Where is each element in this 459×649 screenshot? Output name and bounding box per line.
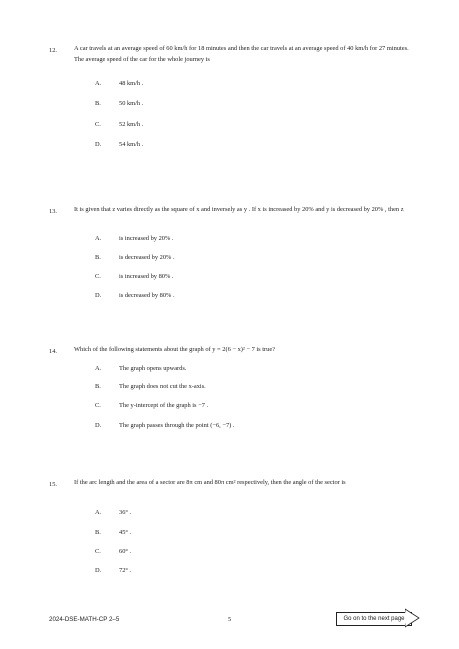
option-letter: B.	[95, 254, 101, 261]
option-letter: A.	[95, 80, 102, 87]
option-letter: D.	[95, 567, 102, 574]
option-letter: C.	[95, 273, 101, 280]
option-value: 72° .	[119, 567, 132, 574]
option-value: is decreased by 80% .	[119, 292, 175, 299]
question-text: A car travels at an average speed of 60 km/h for 18 minutes and then the car travels at an average speed of 40 km/h for 27 minutes. The average speed of the car for the whole journey is	[74, 45, 409, 63]
question-number: 12.	[49, 47, 57, 54]
question-text: Which of the following statements about the graph of y = 2(6 − x)² − 7 is true?	[74, 346, 276, 353]
option-letter: C.	[95, 402, 101, 409]
option-letter: D.	[95, 141, 102, 148]
option-value: 45° .	[119, 529, 132, 536]
option-value: is decreased by 20% .	[119, 254, 175, 261]
option-letter: A.	[95, 509, 102, 516]
option-letter: A.	[95, 365, 102, 372]
option-letter: D.	[95, 422, 102, 429]
question-number: 15.	[49, 481, 57, 488]
next-page-button[interactable]: Go on to the next page	[336, 612, 412, 626]
option-value: 60° .	[119, 548, 132, 555]
option-value: The y-intercept of the graph is −7 .	[119, 402, 209, 409]
question-number: 13.	[49, 208, 57, 215]
option-letter: C.	[95, 121, 101, 128]
option-value: The graph passes through the point (−6, −7) .	[119, 422, 235, 429]
option-letter: A.	[95, 235, 102, 242]
option-value: The graph does not cut the x-axis.	[119, 383, 206, 390]
option-letter: B.	[95, 100, 101, 107]
option-letter: B.	[95, 529, 101, 536]
question-text: It is given that z varies directly as the square of x and inversely as y . If x is increased by 20% and y is decreased by 20% , then z	[74, 206, 404, 213]
paper-code: 2024-DSE-MATH-CP 2–5	[49, 616, 120, 623]
option-letter: D.	[95, 292, 102, 299]
option-value: 36° .	[119, 509, 132, 516]
question-text: If the arc length and the area of a sector are 8π cm and 80π cm² respectively, then the angle of the sector is	[74, 479, 346, 486]
option-letter: B.	[95, 383, 101, 390]
option-value: is increased by 20% .	[119, 235, 174, 242]
option-value: is increased by 80% .	[119, 273, 174, 280]
page-number: 5	[228, 616, 232, 623]
option-value: 50 km/h .	[119, 100, 144, 107]
option-value: 52 km/h .	[119, 121, 144, 128]
option-value: 54 km/h .	[119, 141, 144, 148]
arrow-right-icon	[405, 606, 425, 630]
option-letter: C.	[95, 548, 101, 555]
question-number: 14.	[49, 348, 57, 355]
page-footer	[0, 612, 459, 632]
option-value: The graph opens upwards.	[119, 365, 187, 372]
option-value: 48 km/h .	[119, 80, 144, 87]
